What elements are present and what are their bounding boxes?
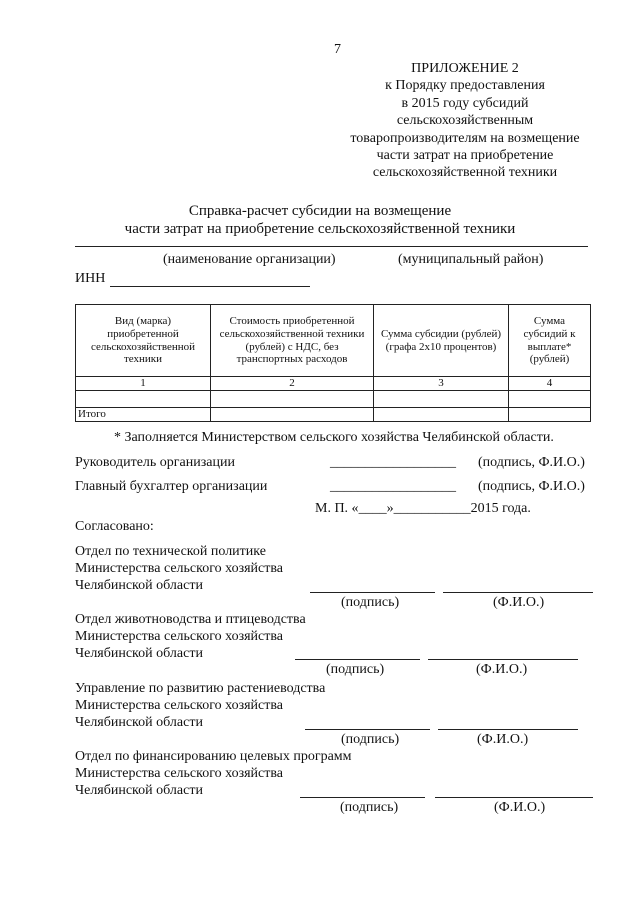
department-ministry: Министерства сельского хозяйства: [75, 766, 284, 781]
title-line-2: части затрат на приобретение сельскохозяйственной техники: [124, 221, 516, 237]
table-cell: [211, 408, 374, 422]
table-header-cell: Вид (марка) приобретенной сельскохозяйственной техники: [76, 305, 211, 377]
organization-name-line: [75, 246, 588, 247]
department-block: [75, 543, 283, 594]
column-number: 2: [211, 377, 374, 391]
appendix-line: в 2015 году субсидий: [401, 95, 529, 111]
table-cell: [509, 408, 591, 422]
appendix-line: сельскохозяйственной техники: [372, 165, 558, 181]
table-cell: [76, 391, 211, 408]
title-line-1: Справка-расчет субсидии на возмещение: [188, 203, 452, 219]
document-title: [100, 202, 540, 238]
table-cell: [509, 391, 591, 408]
department-region: Челябинской области: [75, 646, 203, 661]
table-header-row: [76, 305, 591, 377]
signature-line: [300, 797, 425, 798]
department-ministry: Министерства сельского хозяйства: [75, 698, 284, 713]
name-line: [443, 592, 593, 593]
column-number: 1: [76, 377, 211, 391]
date-month-blank: ___________: [393, 501, 471, 516]
column-number: 4: [509, 377, 591, 391]
department-ministry: Министерства сельского хозяйства: [75, 629, 284, 644]
signature-caption: (подпись): [341, 732, 400, 747]
organization-name-caption: (наименование организации): [163, 252, 336, 267]
appendix-line: товаропроизводителям на возмещение: [350, 130, 580, 146]
table-cell: [374, 408, 509, 422]
table-row: [76, 391, 591, 408]
signature-caption: (подпись): [341, 595, 400, 610]
department-name: Отдел животноводства и птицеводства: [75, 612, 306, 627]
page-number: 7: [334, 42, 341, 57]
subsidy-table: [75, 304, 591, 422]
total-label: Итого: [76, 408, 211, 422]
name-caption: (Ф.И.О.): [476, 662, 528, 677]
department-name: Управление по развитию растениеводства: [75, 681, 326, 696]
table-header-cell: Сумма субсидий к выплате* (рублей): [509, 305, 591, 377]
head-label: Руководитель организации: [75, 455, 235, 470]
accountant-signature-caption: (подпись, Ф.И.О.): [478, 479, 585, 494]
appendix-line: к Порядку предоставления: [385, 78, 545, 94]
column-number: 3: [374, 377, 509, 391]
signature-line: [295, 659, 420, 660]
department-ministry: Министерства сельского хозяйства: [75, 561, 284, 576]
stamp-date-line: [315, 501, 531, 517]
department-region: Челябинской области: [75, 578, 203, 593]
appendix-title: ПРИЛОЖЕНИЕ 2: [411, 61, 519, 76]
inn-label: ИНН: [75, 271, 106, 286]
name-caption: (Ф.И.О.): [493, 595, 545, 610]
name-line: [438, 729, 578, 730]
department-block: [75, 611, 306, 662]
head-signature-line: __________________: [330, 455, 456, 470]
date-year: 2015 года.: [470, 501, 531, 516]
department-region: Челябинской области: [75, 783, 203, 798]
stamp-label: М. П. «: [315, 501, 359, 516]
head-signature-caption: (подпись, Ф.И.О.): [478, 455, 585, 470]
table-cell: [211, 391, 374, 408]
department-region: Челябинской области: [75, 715, 203, 730]
date-day-blank: ____: [358, 501, 387, 516]
name-line: [428, 659, 578, 660]
date-separator: »: [386, 501, 394, 516]
accountant-signature-line: __________________: [330, 479, 456, 494]
signature-line: [310, 592, 435, 593]
appendix-line: сельскохозяйственным: [396, 113, 534, 129]
table-header-cell: Сумма субсидии (рублей) (графа 2х10 процентов): [374, 305, 509, 377]
name-caption: (Ф.И.О.): [494, 800, 546, 815]
name-caption: (Ф.И.О.): [477, 732, 529, 747]
department-block: [75, 748, 352, 799]
district-caption: (муниципальный район): [398, 252, 544, 267]
department-name: Отдел по финансированию целевых программ: [75, 749, 352, 764]
table-header-cell: Стоимость приобретенной сельскохозяйственной техники (рублей) с НДС, без транспортных расходов: [211, 305, 374, 377]
name-line: [435, 797, 593, 798]
footnote: * Заполняется Министерством сельского хозяйства Челябинской области.: [114, 430, 554, 445]
table-total-row: [76, 408, 591, 422]
department-name: Отдел по технической политике: [75, 544, 266, 559]
signature-line: [305, 729, 430, 730]
table-column-numbers-row: [76, 377, 591, 391]
appendix-line: части затрат на приобретение: [376, 148, 554, 164]
signature-caption: (подпись): [340, 800, 399, 815]
signature-caption: (подпись): [326, 662, 385, 677]
appendix-header: [300, 60, 630, 182]
accountant-label: Главный бухгалтер организации: [75, 479, 268, 494]
department-block: [75, 680, 325, 731]
approved-label: Согласовано:: [75, 519, 154, 534]
inn-line: [110, 286, 310, 287]
table-cell: [374, 391, 509, 408]
